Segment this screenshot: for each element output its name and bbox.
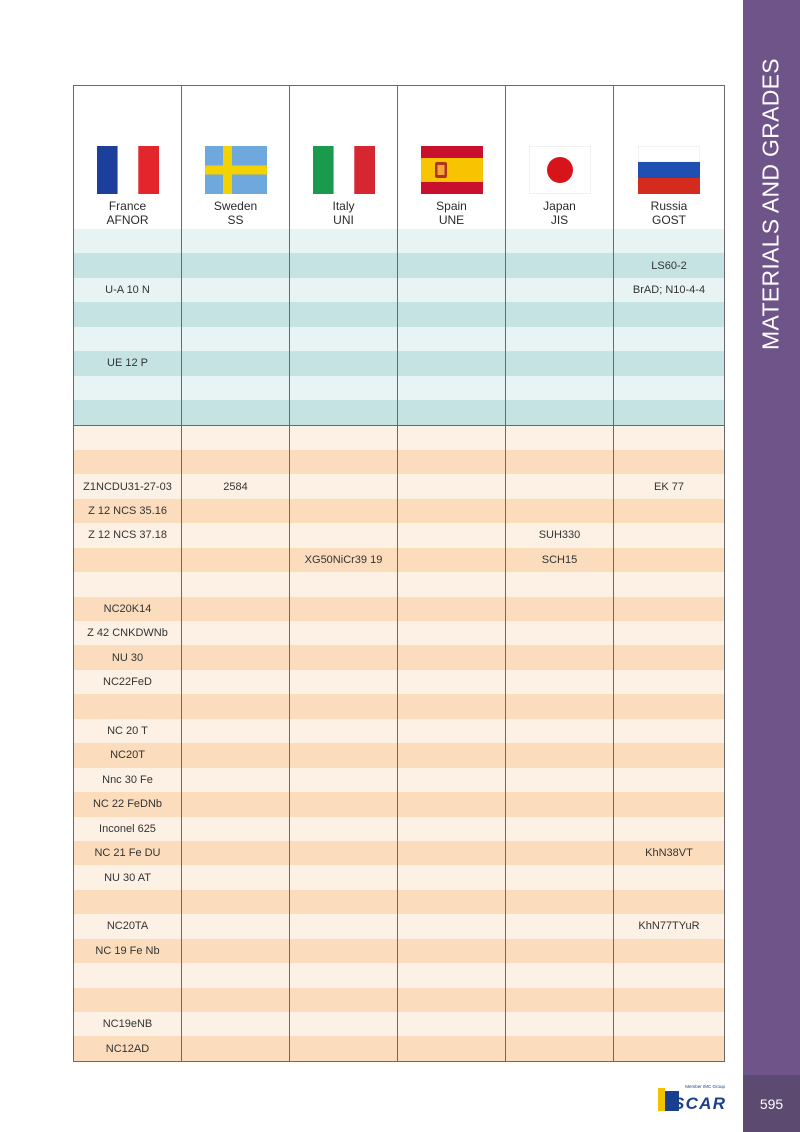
table-cell	[506, 645, 614, 669]
table-cell	[398, 278, 506, 302]
table-cell	[398, 694, 506, 718]
table-cell	[290, 376, 398, 400]
table-cell	[290, 841, 398, 865]
table-cell	[182, 597, 290, 621]
spain-flag-icon	[421, 146, 483, 199]
table-cell	[398, 621, 506, 645]
header-japan	[506, 86, 614, 229]
table-cell	[506, 327, 614, 351]
table-cell	[290, 963, 398, 987]
table-row	[74, 1036, 725, 1060]
table-cell	[506, 963, 614, 987]
table-cell	[398, 450, 506, 474]
table-cell	[506, 719, 614, 743]
table-cell	[290, 890, 398, 914]
table-cell	[398, 572, 506, 596]
table-cell	[182, 426, 290, 450]
table-cell	[290, 988, 398, 1012]
table-cell	[74, 694, 182, 718]
table-cell: EK 77	[614, 474, 725, 498]
table-cell	[506, 278, 614, 302]
table-cell	[182, 890, 290, 914]
table-row	[74, 670, 725, 694]
country-name: Japan	[543, 199, 576, 213]
table-cell: KhN77TYuR	[614, 914, 725, 938]
table-cell	[290, 670, 398, 694]
country-name: Italy	[332, 199, 355, 213]
table-cell: NU 30	[74, 645, 182, 669]
table-cell	[614, 670, 725, 694]
table-row	[74, 792, 725, 816]
table-cell	[398, 1036, 506, 1060]
table-cell	[182, 1036, 290, 1060]
table-row	[74, 253, 725, 277]
table-cell	[506, 621, 614, 645]
table-cell	[290, 768, 398, 792]
table-cell	[290, 743, 398, 767]
table-cell	[398, 229, 506, 253]
table-cell	[182, 253, 290, 277]
table-cell	[74, 572, 182, 596]
table-cell	[614, 621, 725, 645]
header-france	[74, 86, 182, 229]
header-spain	[398, 86, 506, 229]
table-cell	[614, 302, 725, 326]
table-cell	[614, 426, 725, 450]
table-cell	[182, 645, 290, 669]
table-cell	[614, 768, 725, 792]
table-cell	[398, 768, 506, 792]
table-cell	[182, 988, 290, 1012]
table-cell	[398, 865, 506, 889]
table-cell	[614, 1036, 725, 1060]
table-row	[74, 474, 725, 498]
table-cell	[614, 597, 725, 621]
table-cell: BrAD; N10-4-4	[614, 278, 725, 302]
table-cell	[506, 1012, 614, 1036]
page-number: 595	[759, 1095, 784, 1112]
table-row	[74, 450, 725, 474]
table-cell	[506, 572, 614, 596]
table-cell	[290, 351, 398, 375]
table-cell	[506, 841, 614, 865]
table-cell	[74, 426, 182, 450]
table-cell: Nnc 30 Fe	[74, 768, 182, 792]
table-cell	[506, 988, 614, 1012]
table-cell	[506, 743, 614, 767]
table-cell	[506, 351, 614, 375]
table-cell	[290, 278, 398, 302]
table-cell	[614, 351, 725, 375]
table-cell: NC20TA	[74, 914, 182, 938]
table-cell	[290, 229, 398, 253]
table-cell	[290, 400, 398, 424]
table-cell	[506, 253, 614, 277]
table-cell	[398, 743, 506, 767]
table-row	[74, 1012, 725, 1036]
table-cell	[506, 768, 614, 792]
table-cell	[290, 865, 398, 889]
table-section-copper	[74, 229, 725, 425]
table-cell	[506, 376, 614, 400]
table-cell	[506, 474, 614, 498]
table-cell	[398, 914, 506, 938]
table-cell	[614, 865, 725, 889]
table-cell	[398, 474, 506, 498]
table-header	[74, 86, 725, 229]
table-cell	[182, 743, 290, 767]
table-cell	[74, 400, 182, 424]
table-cell	[182, 376, 290, 400]
table-cell	[182, 914, 290, 938]
table-cell	[182, 817, 290, 841]
table-cell	[398, 841, 506, 865]
table-row	[74, 817, 725, 841]
table-row	[74, 841, 725, 865]
table-row	[74, 621, 725, 645]
table-cell	[290, 914, 398, 938]
table-cell	[506, 694, 614, 718]
table-cell	[182, 939, 290, 963]
table-cell	[398, 400, 506, 424]
table-cell	[506, 670, 614, 694]
table-row	[74, 768, 725, 792]
table-cell	[398, 499, 506, 523]
table-cell	[398, 792, 506, 816]
table-cell	[398, 670, 506, 694]
logo-tagline: Member IMC Group	[685, 1084, 725, 1089]
table-row	[74, 743, 725, 767]
country-name: Spain	[436, 199, 467, 213]
header-italy	[290, 86, 398, 229]
table-cell	[398, 963, 506, 987]
table-cell	[506, 792, 614, 816]
table-cell	[290, 621, 398, 645]
table-cell: NC 22 FeDNb	[74, 792, 182, 816]
table-cell	[614, 890, 725, 914]
table-cell	[506, 400, 614, 424]
table-cell	[506, 426, 614, 450]
table-cell	[398, 523, 506, 547]
table-cell	[398, 939, 506, 963]
table-cell: U-A 10 N	[74, 278, 182, 302]
table-cell	[74, 327, 182, 351]
table-cell: NC20T	[74, 743, 182, 767]
table-cell	[290, 572, 398, 596]
table-cell	[398, 302, 506, 326]
table-cell	[182, 865, 290, 889]
table-row	[74, 914, 725, 938]
table-cell	[614, 572, 725, 596]
table-cell	[506, 450, 614, 474]
logo-wordmark: ISCAR	[667, 1094, 725, 1113]
table-cell	[182, 572, 290, 596]
table-cell	[74, 963, 182, 987]
table-cell	[614, 450, 725, 474]
table-cell	[398, 817, 506, 841]
standard-name: GOST	[651, 213, 686, 227]
table-cell	[398, 351, 506, 375]
table-row	[74, 376, 725, 400]
table-row	[74, 351, 725, 375]
table-cell	[614, 523, 725, 547]
table-cell: NC 19 Fe Nb	[74, 939, 182, 963]
table-cell: LS60-2	[614, 253, 725, 277]
table-cell	[290, 474, 398, 498]
table-cell	[614, 743, 725, 767]
table-cell	[398, 327, 506, 351]
table-cell: XG50NiCr39 19	[290, 548, 398, 572]
table-cell: NC 21 Fe DU	[74, 841, 182, 865]
company-logo	[655, 1083, 727, 1113]
table-cell	[398, 376, 506, 400]
table-cell	[614, 645, 725, 669]
table-cell	[290, 597, 398, 621]
table-cell: NU 30 AT	[74, 865, 182, 889]
table-cell: Z 42 CNKDWNb	[74, 621, 182, 645]
table-cell	[182, 499, 290, 523]
country-name: Sweden	[213, 199, 258, 213]
table-cell	[290, 694, 398, 718]
table-cell	[398, 1012, 506, 1036]
table-cell	[290, 645, 398, 669]
table-cell: Z1NCDU31-27-03	[74, 474, 182, 498]
table-cell: NC20K14	[74, 597, 182, 621]
table-cell: Z 12 NCS 37.18	[74, 523, 182, 547]
table-cell: NC19eNB	[74, 1012, 182, 1036]
table-cell	[290, 817, 398, 841]
table-cell	[182, 400, 290, 424]
table-cell	[74, 302, 182, 326]
standard-name: SS	[227, 213, 244, 227]
table-cell	[506, 817, 614, 841]
table-cell	[182, 719, 290, 743]
table-row	[74, 865, 725, 889]
table-cell	[506, 865, 614, 889]
table-row	[74, 229, 725, 253]
table-cell	[74, 253, 182, 277]
table-cell	[614, 229, 725, 253]
table-row	[74, 523, 725, 547]
table-cell	[290, 426, 398, 450]
table-row	[74, 645, 725, 669]
table-row	[74, 988, 725, 1012]
table-cell: 2584	[182, 474, 290, 498]
standard-name: UNI	[333, 213, 354, 227]
table-cell: NC22FeD	[74, 670, 182, 694]
table-cell	[290, 523, 398, 547]
table-cell	[74, 988, 182, 1012]
table-cell	[506, 890, 614, 914]
table-cell	[74, 229, 182, 253]
table-cell: Z 12 NCS 35.16	[74, 499, 182, 523]
table-cell: Inconel 625	[74, 817, 182, 841]
table-cell	[614, 939, 725, 963]
country-name: Russia	[650, 199, 688, 213]
table-cell	[614, 548, 725, 572]
table-cell	[290, 302, 398, 326]
standard-name: JIS	[550, 213, 569, 227]
table-cell	[398, 597, 506, 621]
table-row	[74, 548, 725, 572]
table-row	[74, 939, 725, 963]
header-sweden	[182, 86, 290, 229]
table-cell	[182, 327, 290, 351]
table-cell: KhN38VT	[614, 841, 725, 865]
table-cell	[182, 963, 290, 987]
table-cell	[182, 1012, 290, 1036]
table-cell	[506, 597, 614, 621]
italy-flag-icon	[313, 146, 375, 199]
table-row	[74, 278, 725, 302]
table-cell	[74, 890, 182, 914]
section-title: MATERIALS AND GRADES	[757, 58, 784, 350]
russia-flag-icon	[638, 146, 700, 199]
table-cell: SUH330	[506, 523, 614, 547]
table-row	[74, 302, 725, 326]
table-cell	[182, 351, 290, 375]
table-section-nickel-alloys	[74, 426, 725, 1061]
table-cell	[290, 253, 398, 277]
table-cell	[182, 523, 290, 547]
country-name: France	[108, 199, 147, 213]
table-cell	[182, 302, 290, 326]
table-cell	[398, 426, 506, 450]
table-cell: SCH15	[506, 548, 614, 572]
table-cell	[614, 400, 725, 424]
table-cell	[506, 499, 614, 523]
table-cell	[398, 890, 506, 914]
table-cell	[290, 450, 398, 474]
table-cell	[290, 327, 398, 351]
table-cell	[182, 229, 290, 253]
table-cell	[614, 963, 725, 987]
table-cell	[506, 302, 614, 326]
table-cell	[506, 914, 614, 938]
table-cell: UE 12 P	[74, 351, 182, 375]
table-cell	[614, 376, 725, 400]
table-cell	[182, 278, 290, 302]
france-flag-icon	[97, 146, 159, 199]
table-cell	[182, 548, 290, 572]
table-cell	[182, 792, 290, 816]
table-row	[74, 963, 725, 987]
table-cell	[614, 694, 725, 718]
table-cell	[506, 939, 614, 963]
table-cell	[506, 229, 614, 253]
table-cell	[398, 719, 506, 743]
table-cell	[614, 988, 725, 1012]
table-cell	[290, 719, 398, 743]
table-cell	[614, 1012, 725, 1036]
table-row	[74, 719, 725, 743]
table-cell	[614, 817, 725, 841]
table-cell	[614, 499, 725, 523]
table-cell	[74, 450, 182, 474]
table-cell	[290, 499, 398, 523]
table-cell	[290, 1036, 398, 1060]
table-cell	[614, 719, 725, 743]
standard-name: AFNOR	[106, 213, 149, 227]
table-cell	[182, 621, 290, 645]
table-cell	[290, 792, 398, 816]
table-cell	[182, 768, 290, 792]
standard-name: UNE	[438, 213, 465, 227]
grades-table	[73, 85, 725, 1062]
table-cell	[182, 841, 290, 865]
table-cell: NC12AD	[74, 1036, 182, 1060]
japan-flag-icon	[529, 146, 591, 199]
table-row	[74, 694, 725, 718]
table-cell	[182, 450, 290, 474]
table-row	[74, 499, 725, 523]
table-row	[74, 327, 725, 351]
sweden-flag-icon	[205, 146, 267, 199]
header-russia	[614, 86, 725, 229]
table-row	[74, 572, 725, 596]
table-cell	[614, 327, 725, 351]
table-cell	[290, 939, 398, 963]
table-cell	[398, 548, 506, 572]
table-cell	[398, 253, 506, 277]
table-cell	[614, 792, 725, 816]
table-cell	[74, 548, 182, 572]
table-row	[74, 426, 725, 450]
table-cell	[182, 670, 290, 694]
table-row	[74, 890, 725, 914]
table-cell: NC 20 T	[74, 719, 182, 743]
table-cell	[182, 694, 290, 718]
table-cell	[398, 645, 506, 669]
table-row	[74, 400, 725, 424]
table-cell	[290, 1012, 398, 1036]
table-row	[74, 597, 725, 621]
table-cell	[398, 988, 506, 1012]
table-cell	[74, 376, 182, 400]
table-cell	[506, 1036, 614, 1060]
